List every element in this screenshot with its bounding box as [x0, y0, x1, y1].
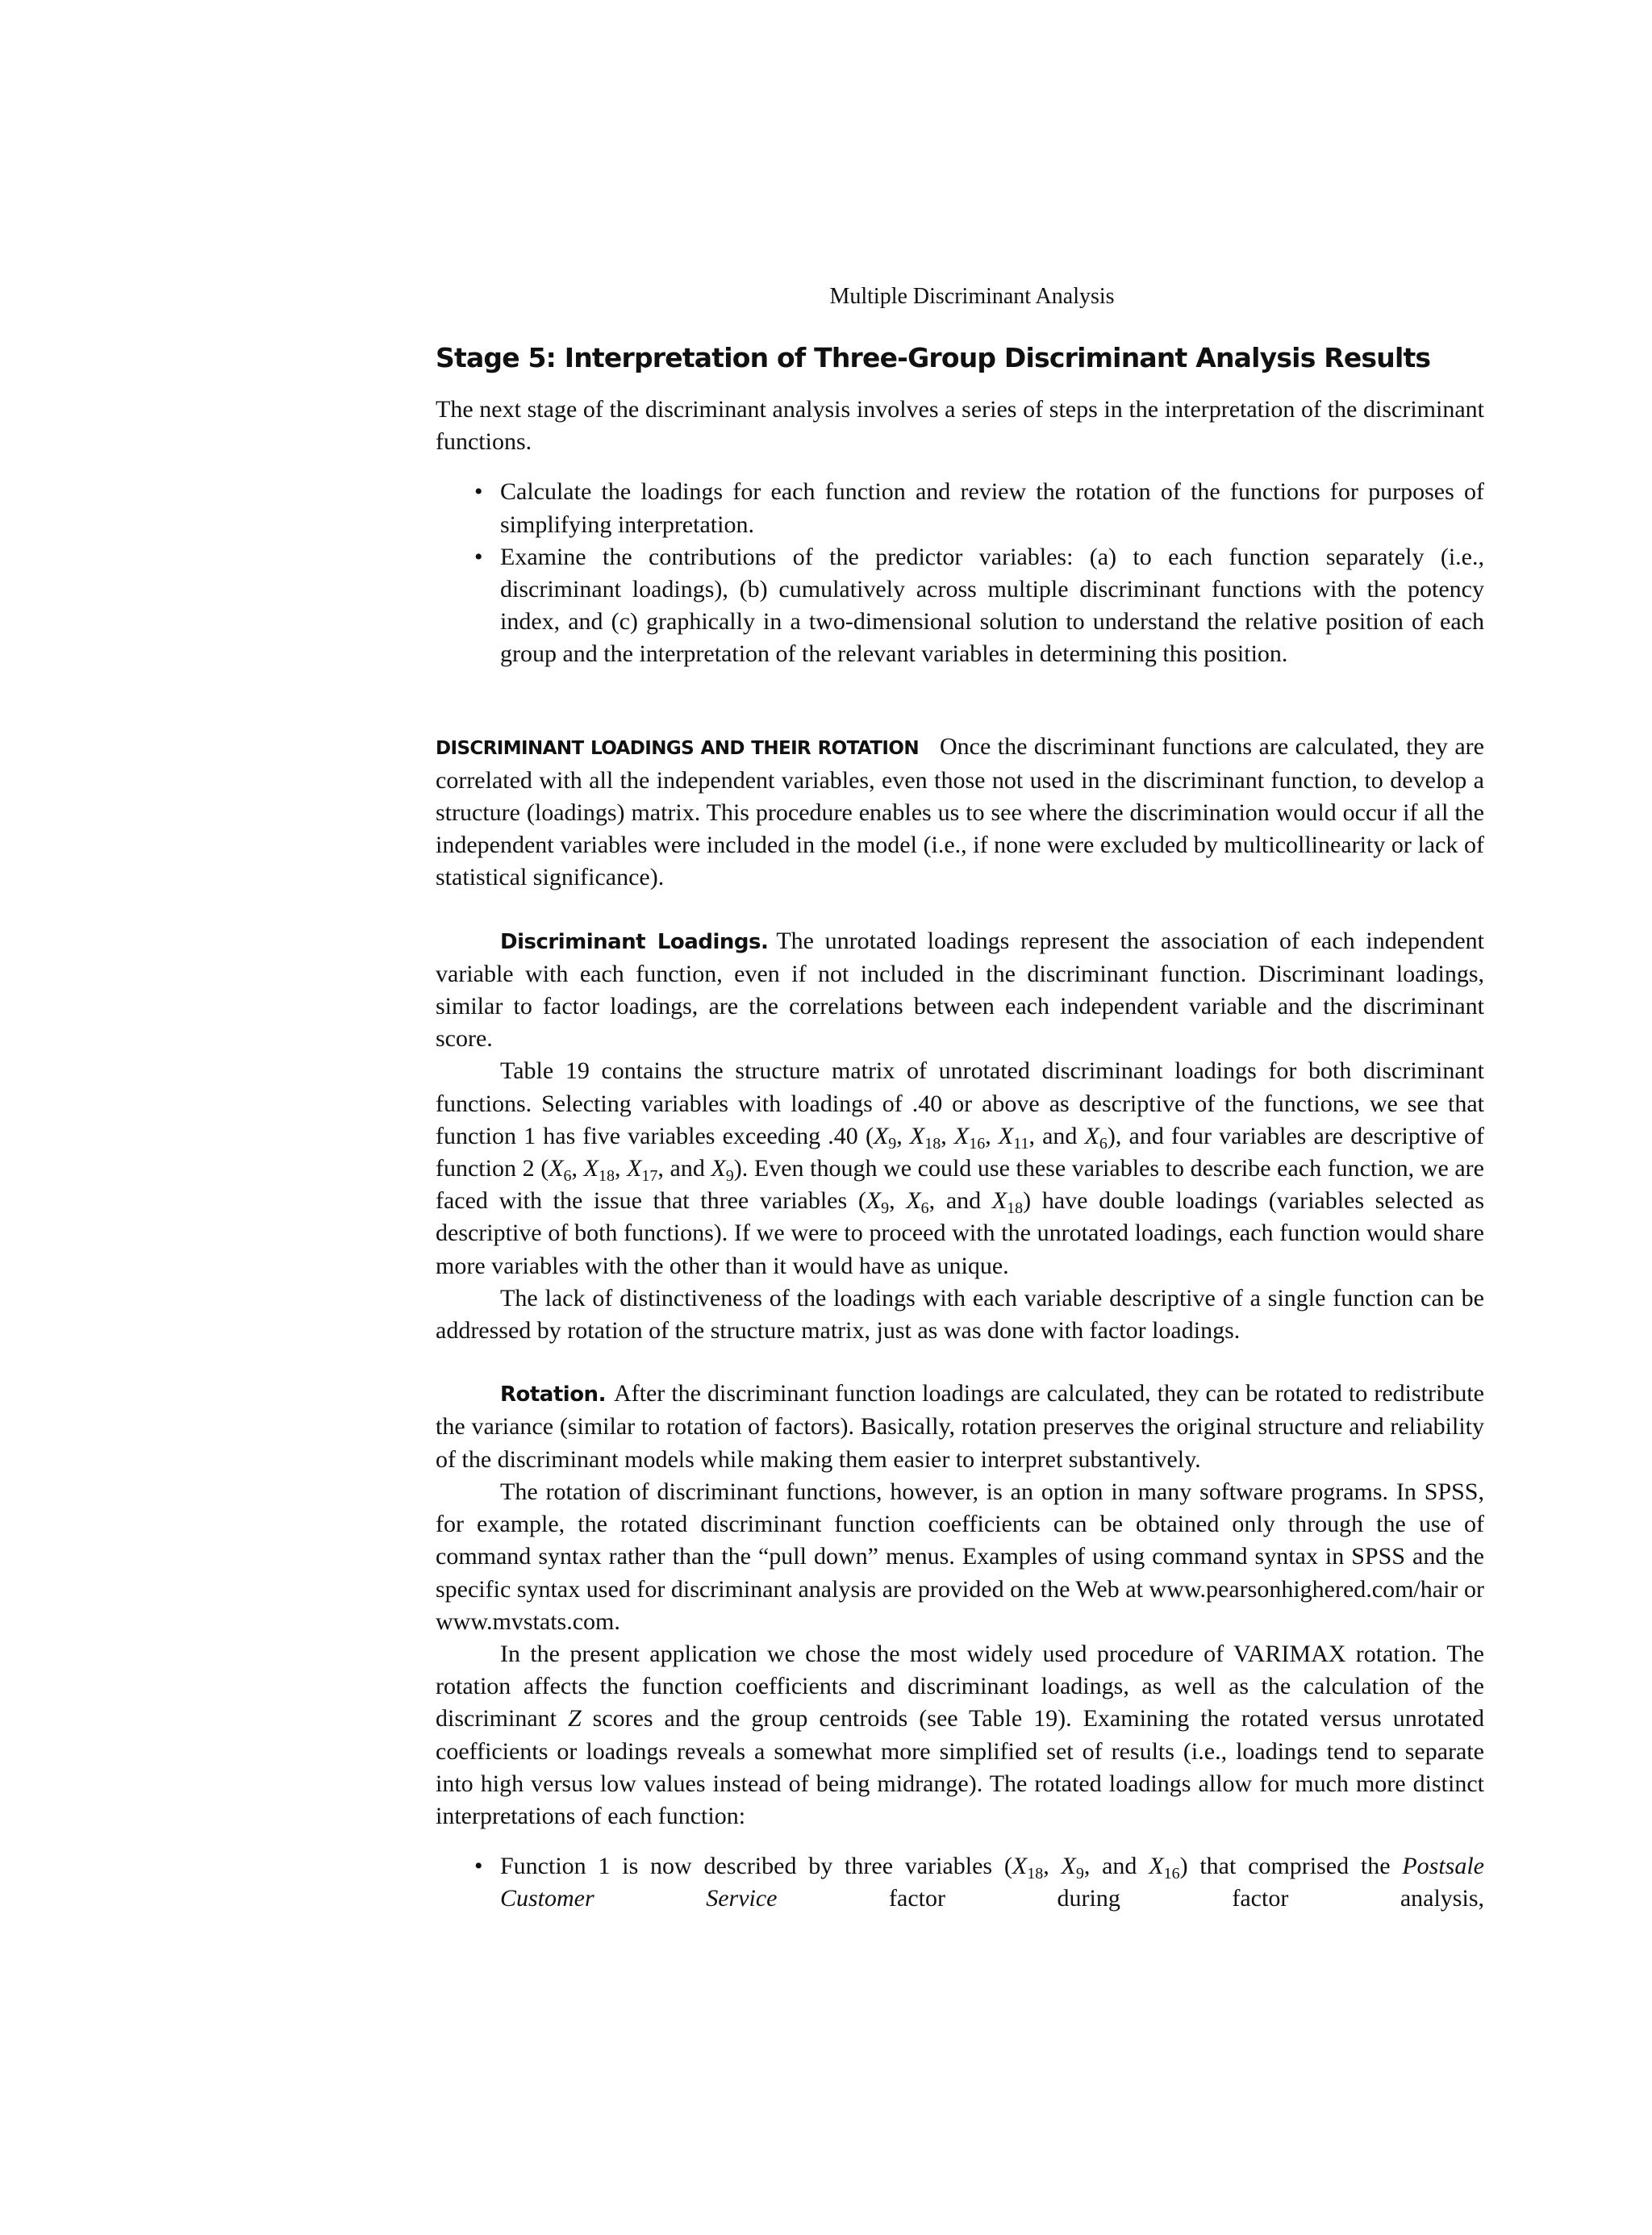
running-head: Multiple Discriminant Analysis [829, 284, 1115, 309]
function1-variables: $X_9$, $X_{18}$, $X_{16}$, $X_{11}$, and $X_6$ [873, 1122, 1108, 1153]
variable-symbol: $X_{18}$ [991, 1187, 1024, 1218]
varimax-paragraph: In the present application we chose the most widely used procedure of VARIMAX rotation. The rotation affects the function coefficients and discriminant loadings, as well as the calculation of the discriminant Z scores and the group centroids (see Table 19). Examining the rotated versus unrotated coefficients or loadings reveals a somewhat more simplified set of results (i.e., loadings tend to separate into high versus low values instead of being midrange). The rotated loadings allow for much more distinct interpretations of each function: [436, 1640, 1484, 1829]
variable-symbol: $X_{16}$ [1149, 1853, 1180, 1883]
software-paragraph: The rotation of discriminant functions, however, is an option in many software programs. In SPSS, for example, the rotated discriminant function coefficients can be obtained only through the use of command syntax rather than the “pull down” menus. Examples of using command syntax in SPSS and the specific syntax used for discriminant analysis are provided on the Web at www.pearsonhighered.com/hair or www.mvstats.com. [436, 1478, 1484, 1635]
section-heading: DISCRIMINANT LOADINGS AND THEIR ROTATION [436, 737, 919, 759]
bullet-item: • Function 1 is now described by three variables ($X_{18}$, $X_9$, and $X_{16}$) that comprised the Postsale Customer Service factor during factor analysis, [436, 1850, 1484, 1915]
section-paragraph [436, 731, 1484, 894]
variable-symbol: $X_{18}$ [583, 1155, 615, 1186]
table19-paragraph: Table 19 contains the structure matrix of unrotated discriminant loadings for both discriminant functions. Selecting variables with loadings of .40 or above as descriptive of the functions, we see that function 1 has five variables exceeding .40 ($X_9$, $X_{18}$, $X_{16}$, $X_{11}$, and $X_6$), and four variables are descriptive of function 2 ($X_6$, $X_{18}$, $X_{17}$, and $X_9$). Even though we could use these variables to describe each function, we are faced with the issue that three variables ($X_9$, $X_6$, and $X_{18}$) have double loadings (variables selected as descriptive of both functions). If we were to proceed with the unrotated loadings, each function would share more variables with the other than it would have as unique. [436, 1057, 1484, 1279]
variable-symbol: $X_{18}$ [909, 1122, 941, 1153]
loadings-paragraph [436, 925, 1484, 1056]
variable-symbol: $X_{17}$ [627, 1155, 658, 1186]
variable-symbol: $X_6$ [549, 1155, 572, 1186]
variable-symbol: $X_{11}$ [998, 1122, 1029, 1153]
rotation-body: After the discriminant function loadings are calculated, they can be rotated to redistribute the variance (similar to rotation of factors). Basically, rotation preserves the original structure and reliability of the discriminant models while making them easier to interpret substantively. [436, 1380, 1484, 1473]
text-column [436, 282, 1484, 1916]
bullet-item: • Examine the contributions of the predictor variables: (a) to each function separately (i.e., discriminant loadings), (b) cumulatively across multiple discriminant functions with the potency index, and (c) graphically in a two-dimensional solution to understand the relative position of each group and the interpretation of the relevant variables in determining this position. [436, 541, 1484, 671]
stage-heading: Stage 5: Interpretation of Three-Group Discriminant Analysis Results [436, 342, 1431, 373]
double-loading-variables: $X_9$, $X_6$, and $X_{18}$ [866, 1187, 1024, 1218]
bullet-list-top [436, 476, 1484, 670]
variable-symbol: $X_9$ [1061, 1853, 1084, 1883]
section-body: Once the discriminant functions are calculated, they are correlated with all the independent variables, even those not used in the discriminant function, to develop a structure (loadings) matrix. This procedure enables us to see where the discrimination would occur if all the independent variables were included in the model (i.e., if none were excluded by multicollinearity or lack of statistical significance). [436, 732, 1484, 891]
variable-symbol: $X_6$ [906, 1187, 929, 1218]
intro-paragraph: The next stage of the discriminant analysis involves a series of steps in the interpretation of the discriminant functions. [436, 396, 1484, 456]
variable-symbol: $X_6$ [1084, 1122, 1108, 1153]
bullet-list-bottom [436, 1850, 1484, 1915]
variable-symbol: $X_{16}$ [953, 1122, 986, 1153]
variable-symbol: $X_9$ [873, 1122, 897, 1153]
function1-rotated-variables: $X_{18}$, $X_9$, and $X_{16}$ [1012, 1853, 1180, 1883]
variable-symbol: $X_{18}$ [1012, 1853, 1044, 1883]
distinctiveness-paragraph: The lack of distinctiveness of the loadings with each variable descriptive of a single function can be addressed by rotation of the structure matrix, just as was done with factor loadings. [436, 1284, 1484, 1345]
rotation-paragraph [436, 1378, 1484, 1476]
rotation-heading: Rotation. [500, 1382, 606, 1407]
bullet-item: • Calculate the loadings for each function and review the rotation of the functions for purposes of simplifying interpretation. [436, 476, 1484, 540]
loadings-body: The unrotated loadings represent the association of each independent variable with each function, even if not included in the discriminant function. Discriminant loadings, similar to factor loadings, are the correlations between each independent variable and the discriminant score. [436, 927, 1484, 1053]
variable-symbol: $X_9$ [866, 1187, 890, 1218]
variable-symbol: $X_9$ [711, 1155, 734, 1186]
loadings-heading: Discriminant Loadings. [500, 929, 769, 954]
function2-variables: $X_6$, $X_{18}$, $X_{17}$, and $X_9$ [549, 1155, 734, 1186]
